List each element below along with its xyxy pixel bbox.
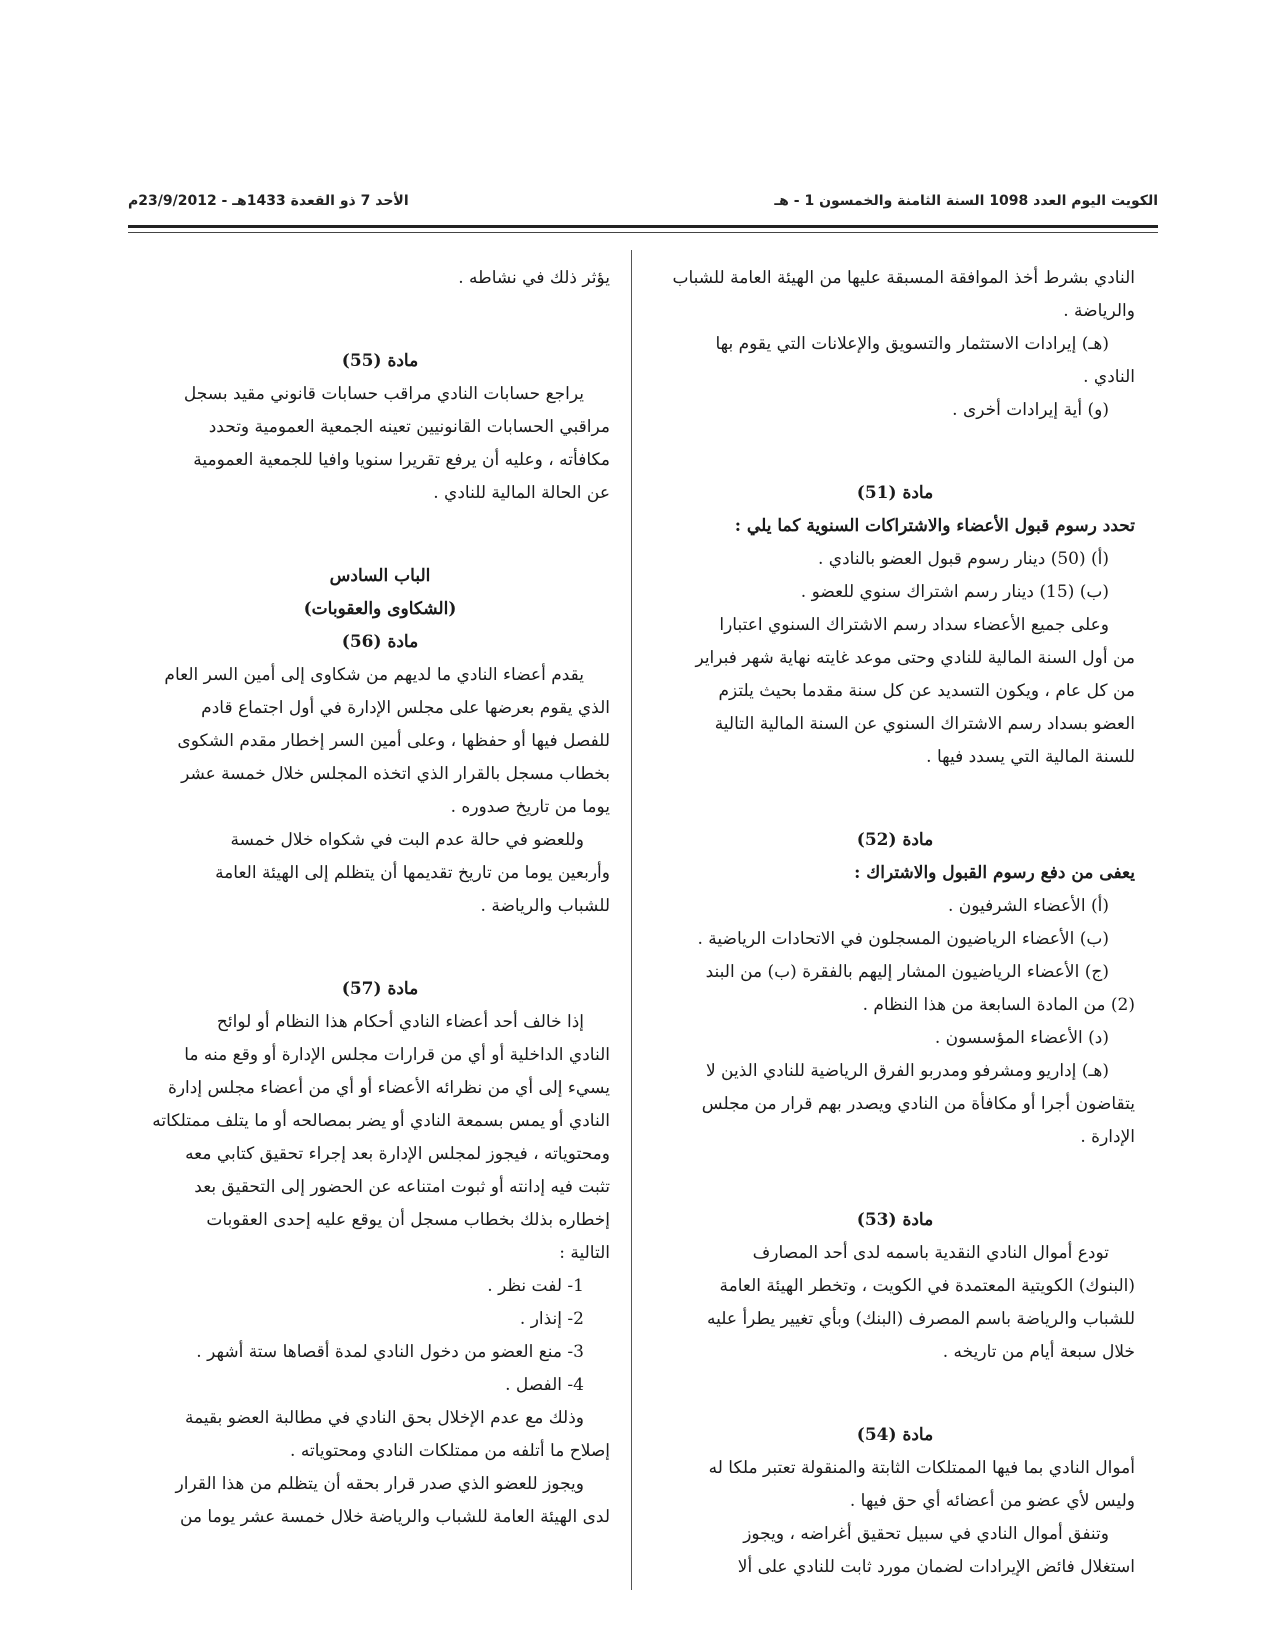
text-line: (البنوك) الكويتية المعتمدة في الكويت ، وتخطر الهيئة العامة: [719, 1276, 1135, 1296]
text-line: وللعضو في حالة عدم البت في شكواه خلال خمسة: [230, 830, 584, 850]
text-line: للسنة المالية التي يسدد فيها .: [926, 747, 1135, 767]
chapter-title: الباب السادس: [329, 566, 431, 586]
text-line: تودع أموال النادي النقدية باسمه لدى أحد المصارف: [752, 1243, 1109, 1263]
list-item: (أ) (50) دينار رسوم قبول العضو بالنادي .: [817, 549, 1109, 569]
list-item: 1- لفت نظر .: [487, 1276, 584, 1296]
list-item: (ب) (15) دينار رسم اشتراك سنوي للعضو .: [800, 582, 1109, 602]
text-line: بخطاب مسجل بالقرار الذي اتخذه المجلس خلال خمسة عشر: [181, 764, 610, 784]
text-line: يقدم أعضاء النادي ما لديهم من شكاوى إلى أمين السر العام: [164, 665, 584, 685]
list-item: 4- الفصل .: [505, 1375, 584, 1395]
left-column: [150, 262, 610, 1534]
text-line: من كل عام ، ويكون التسديد عن كل سنة مقدما بحيث يلتزم: [718, 681, 1135, 701]
text-line: خلال سبعة أيام من تاريخه .: [942, 1342, 1135, 1362]
article-title-54: مادة (54): [856, 1425, 934, 1445]
text-line: عن الحالة المالية للنادي .: [433, 483, 610, 503]
text-line: الإدارة .: [1080, 1127, 1135, 1147]
text-line: النادي .: [1083, 367, 1135, 387]
text-line: يتقاضون أجرا أو مكافأة من النادي ويصدر بهم قرار من مجلس: [701, 1094, 1135, 1114]
text-line: للشباب والرياضة باسم المصرف (البنك) وبأي تغيير يطرأ عليه: [707, 1309, 1135, 1329]
text-line: ويجوز للعضو الذي صدر قرار بحقه أن يتظلم من هذا القرار: [175, 1474, 584, 1494]
article-title-55: مادة (55): [341, 351, 419, 371]
text-line: الذي يقوم بعرضها على مجلس الإدارة في أول اجتماع قادم: [201, 698, 610, 718]
text-line: وليس لأي عضو من أعضائه أي حق فيها .: [849, 1491, 1135, 1511]
list-item: (ب) الأعضاء الرياضيون المسجلون في الاتحادات الرياضية .: [697, 929, 1109, 949]
text-line: ومحتوياته ، فيجوز لمجلس الإدارة بعد إجراء تحقيق كتابي معه: [185, 1144, 610, 1164]
text-line: يراجع حسابات النادي مراقب حسابات قانوني مقيد بسجل: [183, 384, 584, 404]
text-line: (و) أية إيرادات أخرى .: [952, 400, 1109, 420]
text-line: استغلال فائض الإيرادات لضمان مورد ثابت للنادي على ألا: [737, 1557, 1135, 1577]
article-title-52: مادة (52): [856, 830, 934, 850]
text-line: والرياضة .: [1063, 301, 1135, 321]
text-line: للشباب والرياضة .: [480, 896, 610, 916]
text-line: يوما من تاريخ صدوره .: [450, 797, 610, 817]
text-line: تحدد رسوم قبول الأعضاء والاشتراكات السنوية كما يلي :: [734, 516, 1135, 536]
gazette-issue-info: الكويت اليوم العدد 1098 السنة الثامنة والخمسون 1 - هـ: [774, 193, 1158, 209]
text-line: النادي الداخلية أو أي من قرارات مجلس الإدارة أو وقع منه ما: [184, 1045, 610, 1065]
text-line: إذا خالف أحد أعضاء النادي أحكام هذا النظام أو لوائح: [216, 1012, 584, 1032]
text-line: يسيء إلى أي من نظرائه الأعضاء أو أي من أعضاء مجلس إدارة: [167, 1078, 610, 1098]
text-line: وعلى جميع الأعضاء سداد رسم الاشتراك السنوي اعتبارا: [719, 615, 1109, 635]
text-line: مكافأته ، وعليه أن يرفع تقريرا سنويا وافيا للجمعية العمومية: [193, 450, 610, 470]
header-rule-thick: [128, 225, 1158, 228]
text-line: لدى الهيئة العامة للشباب والرياضة خلال خمسة عشر يوما من: [179, 1507, 610, 1527]
text-line: من أول السنة المالية للنادي وحتى موعد غايته نهاية شهر فبراير: [695, 648, 1135, 668]
list-item: 3- منع العضو من دخول النادي لمدة أقصاها ستة أشهر .: [196, 1342, 584, 1362]
text-line: إخطاره بذلك بخطاب مسجل أن يوقع عليه إحدى العقوبات: [206, 1210, 610, 1230]
text-line: وتنفق أموال النادي في سبيل تحقيق أغراضه ، ويجوز: [743, 1524, 1109, 1544]
column-divider: [631, 250, 632, 1590]
article-title-53: مادة (53): [856, 1210, 934, 1230]
text-line: مراقبي الحسابات القانونيين تعينه الجمعية العمومية وتحدد: [208, 417, 610, 437]
right-column: [655, 262, 1135, 1584]
text-line: وذلك مع عدم الإخلال بحق النادي في مطالبة العضو بقيمة: [184, 1408, 584, 1428]
text-line: (2) من المادة السابعة من هذا النظام .: [862, 995, 1135, 1015]
page-header: [128, 193, 1158, 217]
list-item: (أ) الأعضاء الشرفيون .: [947, 896, 1109, 916]
text-line: التالية :: [559, 1243, 610, 1263]
chapter-subtitle: (الشكاوى والعقوبات): [303, 599, 457, 619]
text-line: وأربعين يوما من تاريخ تقديمها أن يتظلم إلى الهيئة العامة: [215, 863, 610, 883]
text-line: تثبت فيه إدانته أو ثبوت امتناعه عن الحضور إلى التحقيق بعد: [194, 1177, 610, 1197]
header-rule-thin: [128, 232, 1158, 233]
article-title-51: مادة (51): [856, 483, 934, 503]
text-line: (هـ) إيرادات الاستثمار والتسويق والإعلانات التي يقوم بها: [715, 334, 1109, 354]
text-line: العضو بسداد رسم الاشتراك السنوي عن السنة المالية التالية: [714, 714, 1135, 734]
list-item: (هـ) إداريو ومشرفو ومدربو الفرق الرياضية للنادي الذين لا: [705, 1061, 1109, 1081]
text-line: للفصل فيها أو حفظها ، وعلى أمين السر إخطار مقدم الشكوى: [177, 731, 610, 751]
text-line: أموال النادي بما فيها الممتلكات الثابتة والمنقولة تعتبر ملكا له: [708, 1458, 1135, 1478]
article-title-57: مادة (57): [341, 979, 419, 999]
text-line: إصلاح ما أتلفه من ممتلكات النادي ومحتوياته .: [290, 1441, 610, 1461]
article-title-56: مادة (56): [341, 632, 419, 652]
list-item: (د) الأعضاء المؤسسون .: [934, 1028, 1109, 1048]
text-line: يعفى من دفع رسوم القبول والاشتراك :: [854, 863, 1135, 883]
list-item: 2- إنذار .: [519, 1309, 584, 1329]
text-line: النادي أو يمس بسمعة النادي أو يضر بمصالحه أو ما يتلف ممتلكاته: [152, 1111, 610, 1131]
text-line: النادي بشرط أخذ الموافقة المسبقة عليها من الهيئة العامة للشباب: [672, 268, 1135, 288]
text-line: يؤثر ذلك في نشاطه .: [458, 268, 610, 288]
gazette-date: الأحد 7 ذو القعدة 1433هـ - 23/9/2012م: [128, 193, 409, 209]
list-item: (ج) الأعضاء الرياضيون المشار إليهم بالفقرة (ب) من البند: [705, 962, 1109, 982]
